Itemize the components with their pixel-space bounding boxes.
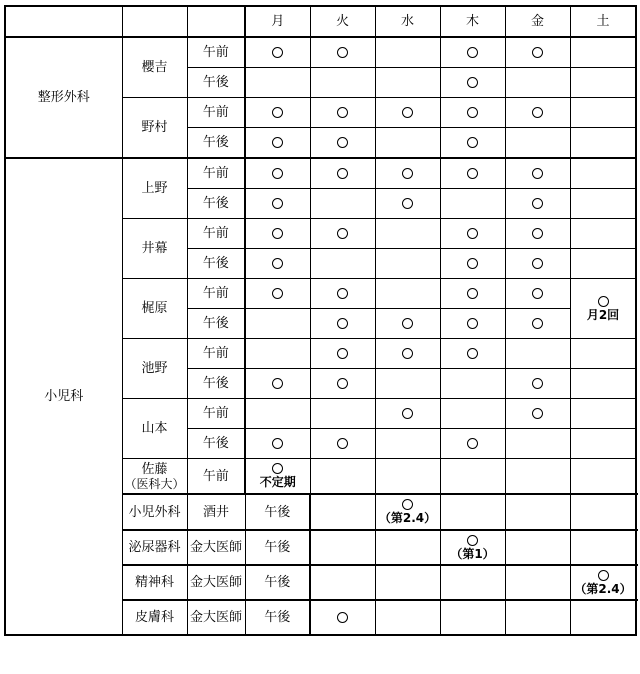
department-dermatology: 皮膚科 (122, 600, 187, 635)
day-header-sat: 土 (570, 6, 636, 37)
session-label: 午後 (187, 369, 245, 399)
empty-cell (570, 399, 636, 429)
empty-cell (245, 399, 310, 429)
availability-mark (375, 98, 440, 128)
department-psychiatry: 精神科 (122, 565, 187, 600)
empty-cell (570, 219, 636, 249)
schedule-row (5, 158, 636, 189)
empty-cell (570, 128, 636, 159)
empty-cell (570, 249, 636, 279)
empty-cell (375, 600, 440, 635)
availability-mark (440, 219, 505, 249)
availability-mark (245, 158, 310, 189)
availability-mark (598, 570, 609, 581)
empty-cell (505, 459, 570, 495)
outpatient-schedule-table (4, 5, 637, 636)
empty-cell (570, 98, 636, 128)
session-label: 午後 (245, 600, 310, 635)
empty-cell (375, 128, 440, 159)
availability-mark (245, 249, 310, 279)
doctor-sakurayoshi: 櫻吉 (122, 37, 187, 98)
empty-cell (245, 309, 310, 339)
empty-cell (570, 600, 636, 635)
availability-mark (505, 279, 570, 309)
empty-cell (440, 600, 505, 635)
availability-mark (440, 158, 505, 189)
empty-cell (440, 189, 505, 219)
availability-mark (375, 309, 440, 339)
empty-cell (310, 459, 375, 495)
availability-mark (245, 369, 310, 399)
session-label: 午後 (245, 530, 310, 565)
week-note-cell (375, 494, 440, 530)
session-label: 午後 (245, 494, 310, 530)
availability-mark (310, 279, 375, 309)
header-corner (187, 6, 245, 37)
availability-mark (245, 429, 310, 459)
availability-mark (245, 37, 310, 68)
empty-cell (440, 369, 505, 399)
availability-mark (505, 189, 570, 219)
doctor-ikeno: 池野 (122, 339, 187, 399)
availability-mark (440, 37, 505, 68)
empty-cell (570, 530, 636, 565)
empty-cell (505, 565, 570, 600)
availability-mark (310, 309, 375, 339)
doctor-sato-affiliation: （医科大） (124, 476, 185, 491)
schedule-row (5, 37, 636, 68)
week-2-4-note: （第2.4） (574, 581, 632, 596)
empty-cell (505, 494, 570, 530)
empty-cell (310, 68, 375, 98)
availability-mark (440, 128, 505, 159)
availability-mark (310, 429, 375, 459)
empty-cell (375, 68, 440, 98)
availability-mark (402, 499, 413, 510)
session-label: 午後 (187, 429, 245, 459)
doctor-kanadai: 金大医師 (187, 600, 245, 635)
availability-mark (505, 219, 570, 249)
session-label: 午前 (187, 219, 245, 249)
availability-mark (310, 158, 375, 189)
doctor-kanadai: 金大医師 (187, 530, 245, 565)
availability-mark (505, 399, 570, 429)
empty-cell (375, 37, 440, 68)
week-2-4-note: （第2.4） (378, 511, 437, 525)
empty-cell (440, 459, 505, 495)
week-note-cell (440, 530, 505, 565)
empty-cell (245, 339, 310, 369)
doctor-yamamoto: 山本 (122, 399, 187, 459)
irregular-note: 不定期 (259, 475, 296, 489)
empty-cell (310, 565, 375, 600)
empty-cell (570, 189, 636, 219)
availability-mark (310, 98, 375, 128)
department-orthopedics: 整形外科 (5, 37, 122, 158)
availability-mark (245, 128, 310, 159)
empty-cell (375, 459, 440, 495)
session-label: 午後 (187, 128, 245, 159)
availability-mark (375, 189, 440, 219)
availability-mark (505, 37, 570, 68)
availability-mark (505, 369, 570, 399)
day-header-mon: 月 (245, 6, 310, 37)
empty-cell (310, 494, 375, 530)
availability-mark (310, 128, 375, 159)
empty-cell (505, 128, 570, 159)
empty-cell (310, 249, 375, 279)
empty-cell (375, 249, 440, 279)
availability-mark (440, 309, 505, 339)
day-header-thu: 木 (440, 6, 505, 37)
availability-mark (440, 249, 505, 279)
empty-cell (505, 600, 570, 635)
session-label: 午前 (187, 37, 245, 68)
availability-mark (245, 98, 310, 128)
availability-mark (505, 98, 570, 128)
availability-mark (375, 158, 440, 189)
day-header-wed: 水 (375, 6, 440, 37)
monthly-twice-note: 月2回 (586, 307, 620, 322)
availability-mark (598, 296, 609, 307)
availability-mark (440, 339, 505, 369)
availability-mark (440, 279, 505, 309)
empty-cell (440, 399, 505, 429)
session-label: 午前 (187, 399, 245, 429)
header-row (5, 6, 636, 37)
session-label: 午前 (187, 459, 245, 495)
saturday-monthly-note (570, 279, 636, 339)
availability-mark (310, 339, 375, 369)
empty-cell (570, 68, 636, 98)
session-label: 午後 (245, 565, 310, 600)
availability-mark (467, 535, 478, 546)
header-corner (5, 6, 122, 37)
header-corner (122, 6, 187, 37)
availability-mark (505, 249, 570, 279)
availability-mark (310, 369, 375, 399)
availability-mark (310, 219, 375, 249)
session-label: 午前 (187, 98, 245, 128)
irregular-cell (245, 459, 310, 495)
empty-cell (440, 565, 505, 600)
empty-cell (570, 429, 636, 459)
session-label: 午後 (187, 249, 245, 279)
department-pediatric-surgery: 小児外科 (122, 494, 187, 530)
empty-cell (570, 158, 636, 189)
empty-cell (570, 369, 636, 399)
empty-cell (245, 68, 310, 98)
empty-cell (505, 429, 570, 459)
session-label: 午後 (187, 68, 245, 98)
empty-cell (310, 189, 375, 219)
empty-cell (375, 530, 440, 565)
session-label: 午前 (187, 158, 245, 189)
availability-mark (245, 279, 310, 309)
availability-mark (310, 37, 375, 68)
empty-cell (570, 494, 636, 530)
availability-mark (245, 219, 310, 249)
empty-cell (375, 369, 440, 399)
doctor-nomura: 野村 (122, 98, 187, 159)
doctor-imaku: 井幕 (122, 219, 187, 279)
doctor-sakai: 酒井 (187, 494, 245, 530)
empty-cell (570, 459, 636, 495)
empty-cell (505, 68, 570, 98)
empty-cell (570, 37, 636, 68)
empty-cell (375, 219, 440, 249)
availability-mark (310, 600, 375, 635)
doctor-sato-name: 佐藤 (141, 461, 168, 477)
availability-mark (440, 429, 505, 459)
department-pediatrics: 小児科 (5, 158, 122, 635)
availability-mark (375, 399, 440, 429)
empty-cell (310, 399, 375, 429)
empty-cell (375, 279, 440, 309)
doctor-sato (122, 459, 187, 495)
empty-cell (375, 429, 440, 459)
empty-cell (505, 339, 570, 369)
availability-mark (505, 309, 570, 339)
empty-cell (505, 530, 570, 565)
availability-mark (440, 98, 505, 128)
session-label: 午前 (187, 279, 245, 309)
doctor-kajiwara: 梶原 (122, 279, 187, 339)
availability-mark (440, 68, 505, 98)
availability-mark (505, 158, 570, 189)
session-label: 午後 (187, 309, 245, 339)
availability-mark (245, 189, 310, 219)
availability-mark (272, 463, 283, 474)
session-label: 午前 (187, 339, 245, 369)
empty-cell (375, 565, 440, 600)
day-header-tue: 火 (310, 6, 375, 37)
day-header-fri: 金 (505, 6, 570, 37)
doctor-ueno: 上野 (122, 158, 187, 219)
week-note-cell (570, 565, 636, 600)
empty-cell (310, 530, 375, 565)
session-label: 午後 (187, 189, 245, 219)
week-1-note: （第1） (450, 546, 495, 561)
department-urology: 泌尿器科 (122, 530, 187, 565)
doctor-kanadai: 金大医師 (187, 565, 245, 600)
empty-cell (570, 339, 636, 369)
empty-cell (440, 494, 505, 530)
availability-mark (375, 339, 440, 369)
